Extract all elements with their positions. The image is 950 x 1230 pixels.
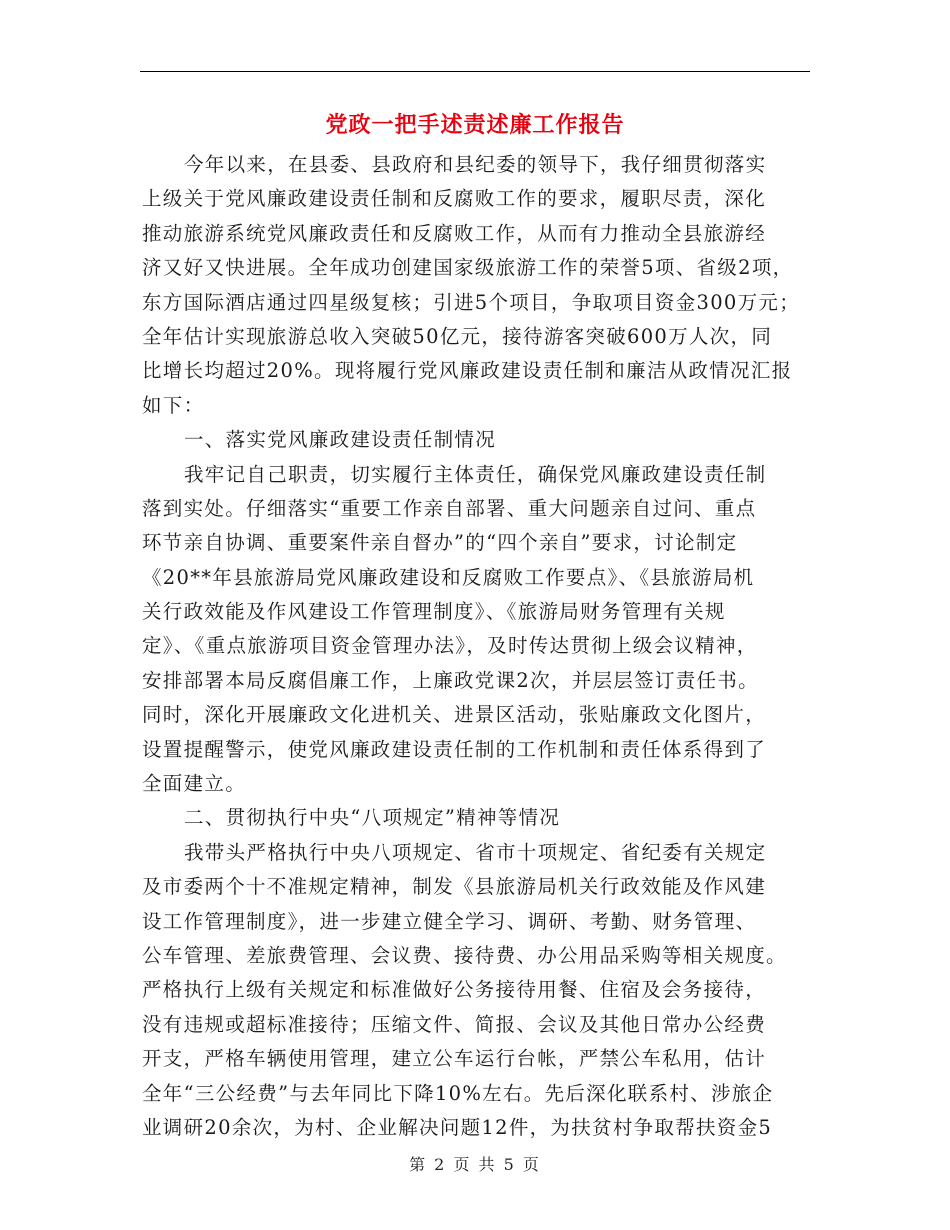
text-line: 《20**年县旅游局党风廉政建设和反腐败工作要点》、《县旅游局机	[142, 565, 755, 589]
header-rule	[140, 71, 810, 72]
document-title: 党政一把手述责述廉工作报告	[325, 112, 625, 138]
text-line: 今年以来，在县委、县政府和县纪委的领导下，我仔细贯彻落实	[184, 153, 767, 176]
text-line: 同时，深化开展廉政文化进机关、进景区活动，张贴廉政文化图片，	[142, 703, 767, 727]
document-body	[142, 148, 814, 1145]
text-line: 我带头严格执行中央八项规定、省市十项规定、省纪委有关规定	[184, 840, 767, 864]
text-line: 及市委两个十不准规定精神，制发《县旅游局机关行政效能及作风建	[142, 875, 767, 899]
page-footer: 第 2 页 共 5 页	[409, 1155, 541, 1174]
text-line: 全面建立。	[142, 772, 247, 796]
text-line: 我牢记自己职责，切实履行主体责任，确保党风廉政建设责任制	[184, 462, 767, 486]
text-line: 业调研20余次，为村、企业解决问题12件，为扶贫村争取帮扶资金5	[142, 1115, 773, 1139]
text-line: 没有违规或超标准接待；压缩文件、简报、会议及其他日常办公经费	[142, 1012, 767, 1036]
text-line: 设置提醒警示，使党风廉政建设责任制的工作机制和责任体系得到了	[142, 737, 767, 761]
text-line: 关行政效能及作风建设工作管理制度》、《旅游局财务管理有关规	[142, 600, 726, 624]
text-line: 落到实处。仔细落实“重要工作亲自部署、重大问题亲自过问、重点	[142, 496, 757, 520]
text-line: 二、贯彻执行中央“八项规定”精神等情况	[184, 806, 561, 830]
text-line: 安排部署本局反腐倡廉工作，上廉政党课2次，并层层签订责任书。	[142, 668, 759, 692]
text-line: 推动旅游系统党风廉政责任和反腐败工作，从而有力推动全县旅游经	[142, 221, 767, 245]
text-line: 上级关于党风廉政建设责任制和反腐败工作的要求，履职尽责，深化	[142, 187, 767, 211]
text-line: 严格执行上级有关规定和标准做好公务接待用餐、住宿及会务接待，	[142, 978, 767, 1002]
text-line: 设工作管理制度》，进一步建立健全学习、调研、考勤、财务管理、	[142, 909, 757, 933]
text-line: 如下：	[142, 393, 205, 417]
text-line: 公车管理、差旅费管理、会议费、接待费、办公用品采购等相关规度。	[142, 943, 787, 967]
text-line: 东方国际酒店通过四星级复核；引进5个项目，争取项目资金300万元；	[142, 290, 801, 314]
text-line: 济又好又快进展。全年成功创建国家级旅游工作的荣誉5项、省级2项，	[142, 256, 794, 280]
text-line: 开支，严格车辆使用管理，建立公车运行台帐，严禁公车私用，估计	[142, 1047, 767, 1071]
text-line: 一、落实党风廉政建设责任制情况	[184, 428, 497, 452]
text-line: 全年“三公经费”与去年同比下降10%左右。先后深化联系村、涉旅企	[142, 1081, 774, 1105]
text-line: 比增长均超过20%。现将履行党风廉政建设责任制和廉洁从政情况汇报	[142, 359, 793, 383]
text-line: 环节亲自协调、重要案件亲自督办”的“四个亲自”要求，讨论制定	[142, 531, 738, 555]
text-line: 全年估计实现旅游总收入突破50亿元，接待游客突破600万人次，同	[142, 324, 773, 348]
text-line: 定》、《重点旅游项目资金管理办法》，及时传达贯彻上级会议精神，	[142, 634, 758, 658]
